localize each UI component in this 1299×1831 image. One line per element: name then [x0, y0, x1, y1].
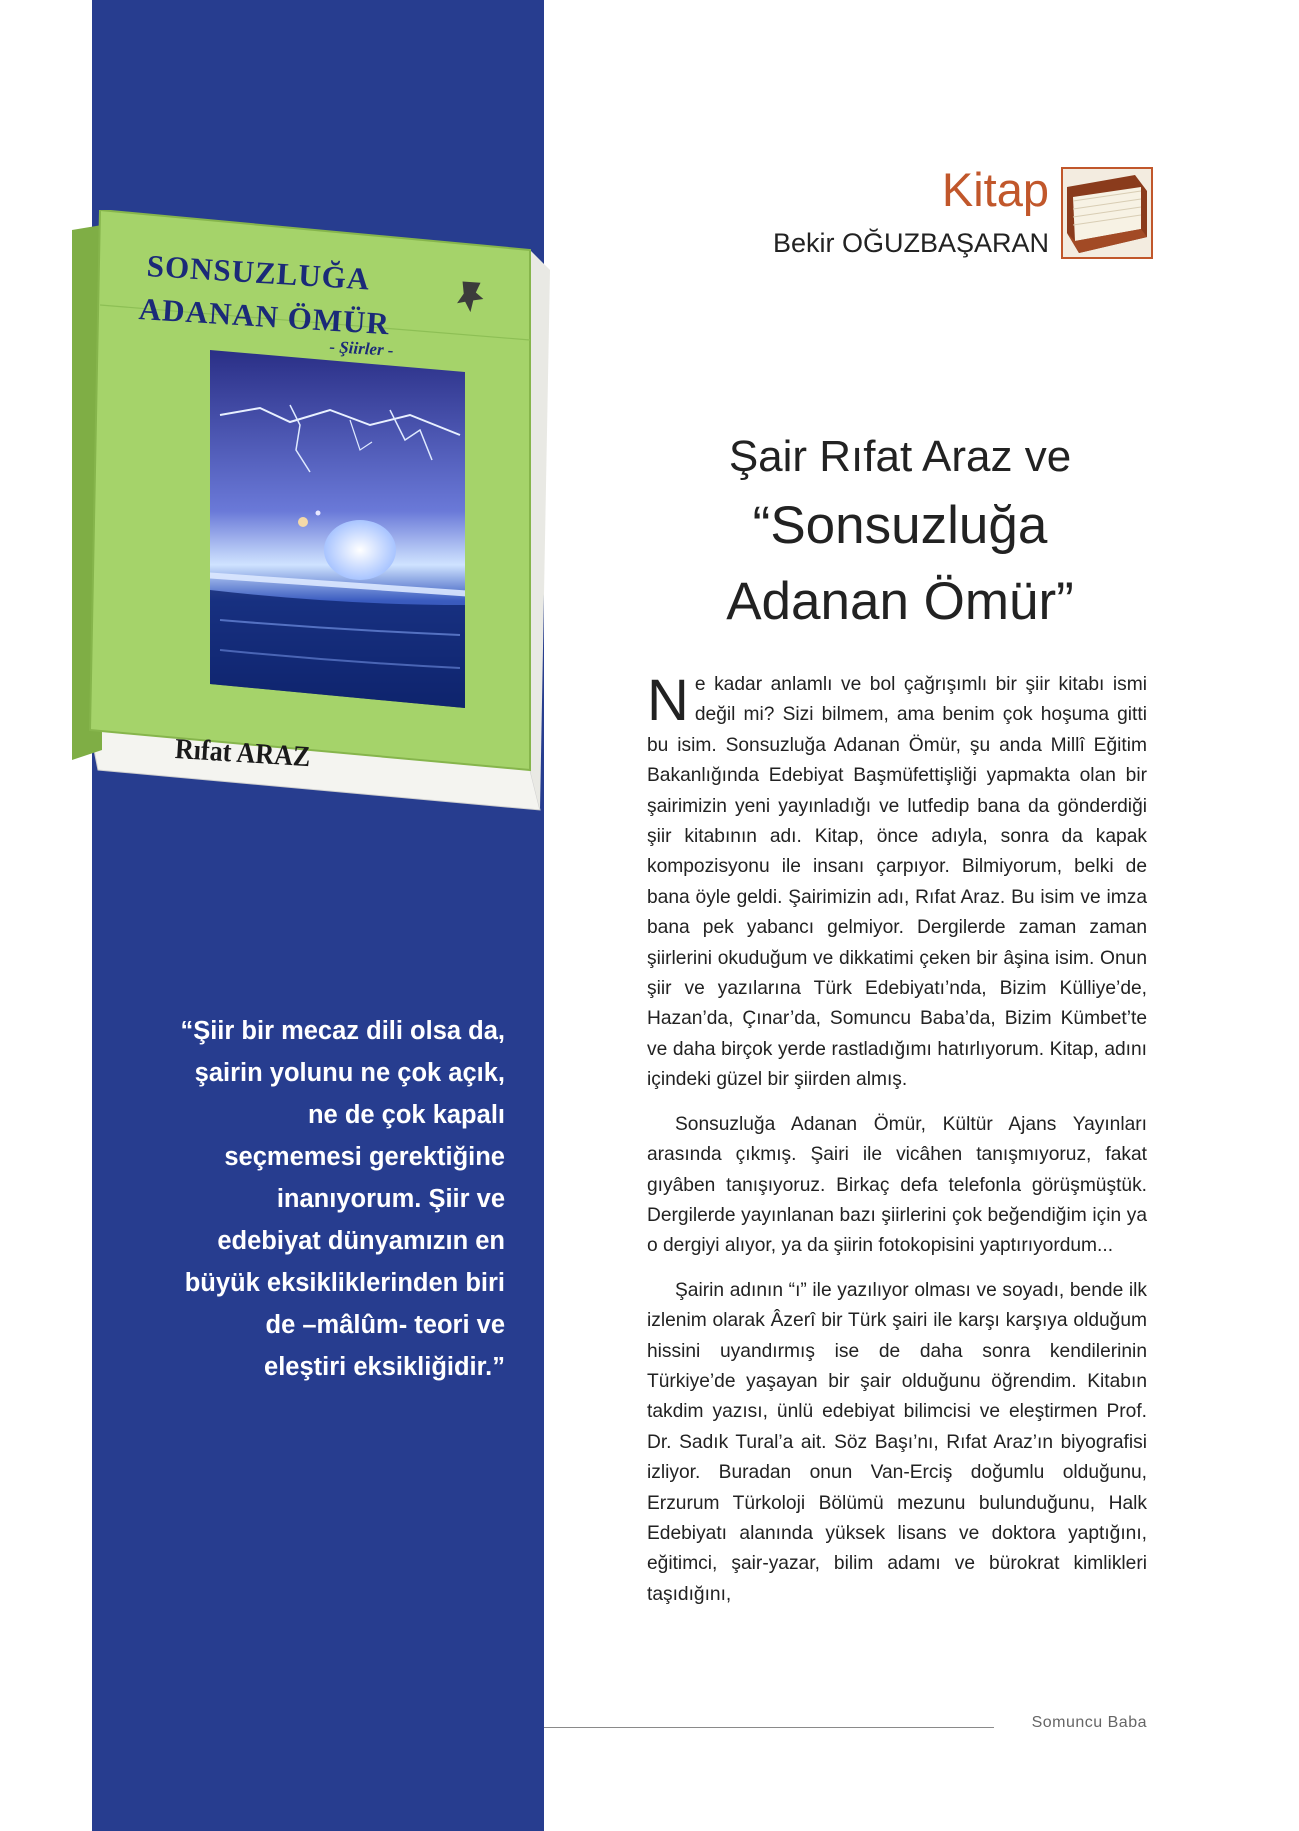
pull-quote: “Şiir bir mecaz dili olsa da, şairin yolunu ne çok açık, ne de çok kapalı seçmemesi gerektiğine inanıyorum. Şiir ve edebiyat dünyamızın en büyük eksikliklerinden biri de –mâlûm- teori ve eleştiri eksikliğidir.” — [180, 1017, 505, 1381]
book-author: Rıfat ARAZ — [174, 733, 312, 774]
book-title-line1: SONSUZLUĞA — [145, 248, 372, 297]
footer-rule — [544, 1727, 994, 1728]
paragraph-3: Şairin adının “ı” ile yazılıyor olması ve soyadı, bende ilk izlenim olarak Âzerî bir Türk şairi ile karşı karşıya olduğum hissini uyandırmış ise de daha sonra kendilerinin Türkiye’de yaşayan bir şair olduğunu öğrendim. Kitabın takdim yazısı, ünlü edebiyat bilimcisi ve eleştirmen Prof. Dr. Sadık Tural’a ait. Söz Başı’nı, Rıfat Araz’ın biyografisi izliyor. Buradan onun Van-Erciş doğumlu olduğunu, Erzurum Türkoloji Bölümü mezunu bulunduğunu, Halk Edebiyatı alanında yüksek lisans ve doktora yaptığını, eğitimci, şair-yazar, bilim adamı ve bürokrat kimlikleri taşıdığını, — [647, 1279, 1147, 1605]
article-title-line3: Adanan Ömür” — [726, 572, 1074, 631]
paragraph-1-text: e kadar anlamlı ve bol çağrışımlı bir şiir kitabı ismi değil mi? Sizi bilmem, ama benim çok hoşuma gitti bu isim. Sonsuzluğa Adanan Ömür, şu anda Millî Eğitim Bakanlığında Edebiyat Başmüfettişliği yapmakta olan bir şairimizin yeni yayınladığı ve lutfedip bana da gönderdiği şiir kitabının adı. Kitap, önce adıyla, sonra da kapak kompozisyonu ile insanı çarpıyor. Bilmiyorum, belki de bana öyle geldi. Şairimizin adı, Rıfat Araz. Bu isim ve imza bana pek yabancı gelmiyor. Dergilerde zaman zaman şiirlerini okuduğum ve dikkatimi çeken bir âşina isim. Onun şiir ve yazılarına Türk Edebiyatı’nda, Bizim Külliye’de, Hazan’da, Çınar’da, Somuncu Baba’da, Bizim Kümbet’te ve daha birçok yerde rastladığımı hatırlıyorum. Kitap, adını içindeki güzel bir şiirden almış. — [647, 674, 1147, 1091]
footer-publication: Somuncu Baba — [1031, 1714, 1147, 1731]
article-author: Bekir OĞUZBAŞARAN — [772, 228, 1049, 258]
section-title: Kitap — [941, 163, 1049, 216]
book-title-line2: ADANAN ÖMÜR — [137, 291, 391, 342]
drop-cap: N — [647, 668, 689, 733]
paragraph-2: Sonsuzluğa Adanan Ömür, Kültür Ajans Yayınları arasında çıkmış. Şairi ile vicâhen tanışmıyoruz, fakat gıyâben tanışıyoruz. Birkaç defa telefonla görüşmüştük. Dergilerde yayınlanan bazı şiirlerini çok beğendiğim için ya o dergiyi alıyor, ya da şiirin fotokopisini yaptırıyordum... — [647, 1113, 1147, 1257]
article-title-line1: Şair Rıfat Araz ve — [728, 432, 1072, 481]
paragraph-1 — [647, 670, 1147, 1096]
book-icon — [1061, 167, 1153, 259]
book-subtitle: - Şiirler - — [328, 337, 395, 360]
article-body — [647, 670, 1147, 1624]
article-title — [640, 426, 1160, 640]
article-title-line2: “Sonsuzluğa — [752, 496, 1048, 555]
